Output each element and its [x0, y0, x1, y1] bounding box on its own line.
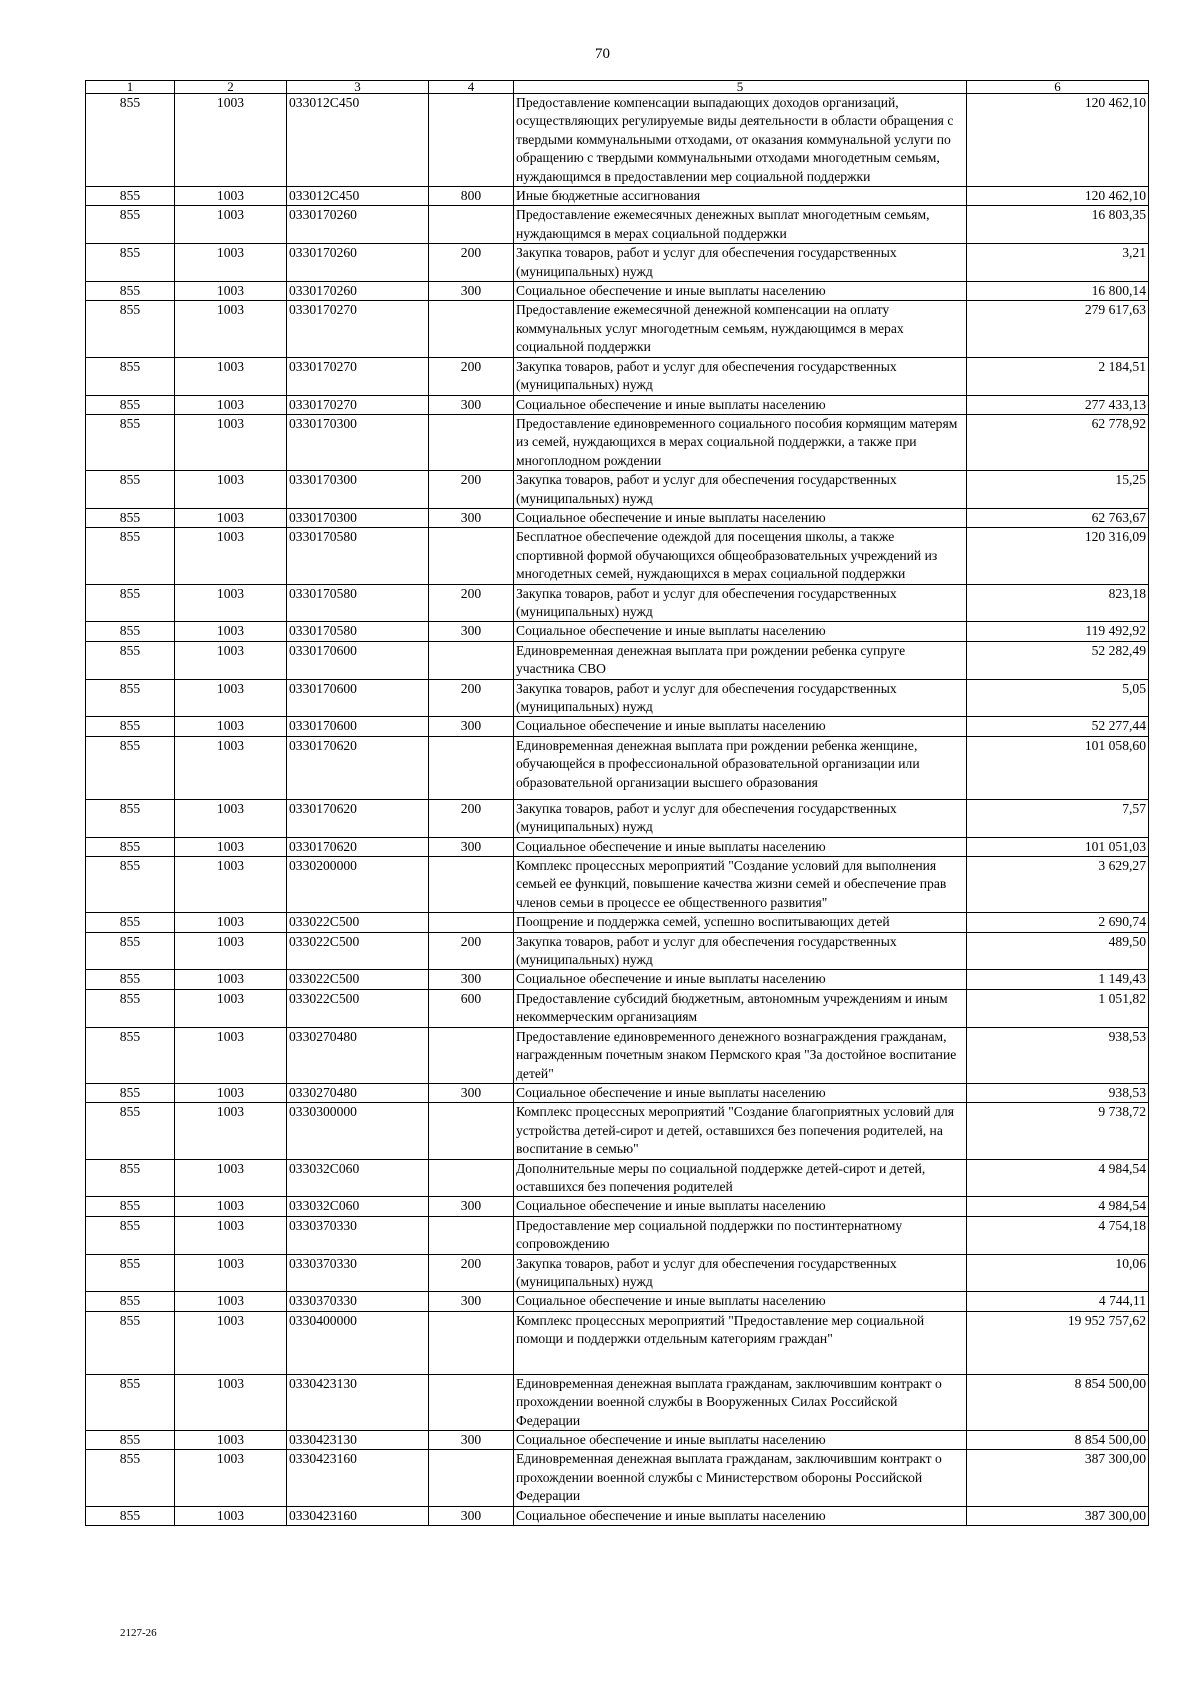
cell-target-code: 0330170620	[287, 736, 429, 799]
cell-amount: 52 282,49	[967, 641, 1149, 679]
cell-description: Закупка товаров, работ и услуг для обеспечения государственных (муниципальных) нужд	[514, 1254, 967, 1292]
cell-gov-code: 855	[86, 736, 175, 799]
column-header: 5	[514, 81, 967, 94]
cell-gov-code: 855	[86, 414, 175, 470]
table-row	[86, 282, 1149, 301]
cell-amount: 2 184,51	[967, 357, 1149, 395]
cell-amount: 10,06	[967, 1254, 1149, 1292]
cell-gov-code: 855	[86, 970, 175, 989]
table-row	[86, 1450, 1149, 1506]
cell-gov-code: 855	[86, 799, 175, 837]
cell-expense-type	[429, 528, 514, 584]
cell-section-code: 1003	[175, 799, 287, 837]
cell-target-code: 033022С500	[287, 932, 429, 970]
cell-expense-type: 300	[429, 1506, 514, 1525]
cell-target-code: 0330200000	[287, 857, 429, 913]
cell-target-code: 0330370330	[287, 1292, 429, 1311]
cell-expense-type: 300	[429, 837, 514, 856]
cell-section-code: 1003	[175, 244, 287, 282]
cell-section-code: 1003	[175, 1197, 287, 1216]
table-row	[86, 94, 1149, 187]
cell-expense-type	[429, 94, 514, 187]
cell-gov-code: 855	[86, 187, 175, 206]
cell-expense-type: 200	[429, 471, 514, 509]
cell-amount: 16 803,35	[967, 206, 1149, 244]
cell-gov-code: 855	[86, 717, 175, 736]
cell-description: Предоставление компенсации выпадающих доходов организаций, осуществляющих регулируемые виды деятельности в области обращения с твердыми коммунальными отходами, от оказания коммунальной услуги по обращению с твердыми коммунальными отходами многодетным семьям, нуждающимся в предоставлении мер социальной поддержки	[514, 94, 967, 187]
cell-section-code: 1003	[175, 187, 287, 206]
cell-gov-code: 855	[86, 508, 175, 527]
cell-description: Социальное обеспечение и иные выплаты населению	[514, 508, 967, 527]
cell-description: Единовременная денежная выплата гражданам, заключившим контракт о прохождении военной службы в Вооруженных Силах Российской Федерации	[514, 1374, 967, 1430]
cell-section-code: 1003	[175, 1159, 287, 1197]
cell-expense-type: 300	[429, 1431, 514, 1450]
cell-gov-code: 855	[86, 1506, 175, 1525]
cell-amount: 8 854 500,00	[967, 1431, 1149, 1450]
cell-target-code: 033022С500	[287, 989, 429, 1027]
cell-description: Бесплатное обеспечение одеждой для посещения школы, а также спортивной формой обучающихся общеобразовательных учреждений из многодетных семей, нуждающихся в мерах социальной поддержки	[514, 528, 967, 584]
cell-target-code: 033012С450	[287, 94, 429, 187]
cell-section-code: 1003	[175, 913, 287, 932]
cell-target-code: 0330423130	[287, 1374, 429, 1430]
cell-section-code: 1003	[175, 1311, 287, 1374]
table-row	[86, 395, 1149, 414]
cell-target-code: 0330170260	[287, 244, 429, 282]
table-row	[86, 508, 1149, 527]
cell-description: Социальное обеспечение и иные выплаты населению	[514, 1197, 967, 1216]
cell-target-code: 0330370330	[287, 1254, 429, 1292]
table-row	[86, 1292, 1149, 1311]
table-row	[86, 584, 1149, 622]
cell-expense-type: 200	[429, 357, 514, 395]
cell-amount: 119 492,92	[967, 622, 1149, 641]
cell-gov-code: 855	[86, 282, 175, 301]
cell-gov-code: 855	[86, 1311, 175, 1374]
cell-gov-code: 855	[86, 837, 175, 856]
table-row	[86, 1103, 1149, 1159]
cell-description: Предоставление единовременного социального пособия кормящим матерям из семей, нуждающихся в мерах социальной поддержки, а также при многоплодном рождении	[514, 414, 967, 470]
cell-expense-type	[429, 1450, 514, 1506]
cell-description: Закупка товаров, работ и услуг для обеспечения государственных (муниципальных) нужд	[514, 799, 967, 837]
page-number: 70	[595, 46, 610, 62]
cell-section-code: 1003	[175, 857, 287, 913]
cell-expense-type: 200	[429, 244, 514, 282]
cell-expense-type	[429, 206, 514, 244]
table-row	[86, 187, 1149, 206]
cell-gov-code: 855	[86, 357, 175, 395]
cell-expense-type: 200	[429, 584, 514, 622]
cell-amount: 277 433,13	[967, 395, 1149, 414]
column-header: 6	[967, 81, 1149, 94]
cell-amount: 120 316,09	[967, 528, 1149, 584]
cell-target-code: 0330300000	[287, 1103, 429, 1159]
table-row	[86, 736, 1149, 799]
cell-expense-type	[429, 1159, 514, 1197]
cell-description: Социальное обеспечение и иные выплаты населению	[514, 970, 967, 989]
cell-gov-code: 855	[86, 1450, 175, 1506]
table-row	[86, 1027, 1149, 1083]
cell-gov-code: 855	[86, 913, 175, 932]
cell-section-code: 1003	[175, 301, 287, 357]
cell-section-code: 1003	[175, 989, 287, 1027]
table-row	[86, 932, 1149, 970]
cell-expense-type	[429, 1216, 514, 1254]
cell-target-code: 033032С060	[287, 1197, 429, 1216]
cell-expense-type	[429, 1027, 514, 1083]
cell-target-code: 0330170270	[287, 301, 429, 357]
table-row	[86, 206, 1149, 244]
cell-target-code: 033022С500	[287, 970, 429, 989]
table-row	[86, 357, 1149, 395]
cell-amount: 387 300,00	[967, 1506, 1149, 1525]
cell-description: Комплекс процессных мероприятий "Создание условий для выполнения семьей ее функций, повышение качества жизни семей и обеспечение прав членов семьи в процессе ее общественного развития"	[514, 857, 967, 913]
table-row	[86, 301, 1149, 357]
cell-amount: 16 800,14	[967, 282, 1149, 301]
cell-description: Социальное обеспечение и иные выплаты населению	[514, 282, 967, 301]
cell-description: Закупка товаров, работ и услуг для обеспечения государственных (муниципальных) нужд	[514, 584, 967, 622]
cell-amount: 120 462,10	[967, 187, 1149, 206]
cell-section-code: 1003	[175, 1254, 287, 1292]
cell-expense-type	[429, 1311, 514, 1374]
table-row	[86, 857, 1149, 913]
cell-amount: 489,50	[967, 932, 1149, 970]
cell-description: Единовременная денежная выплата гражданам, заключившим контракт о прохождении военной службы с Министерством обороны Российской Федерации	[514, 1450, 967, 1506]
cell-description: Поощрение и поддержка семей, успешно воспитывающих детей	[514, 913, 967, 932]
cell-description: Социальное обеспечение и иные выплаты населению	[514, 395, 967, 414]
table-row	[86, 1197, 1149, 1216]
cell-amount: 7,57	[967, 799, 1149, 837]
cell-amount: 101 058,60	[967, 736, 1149, 799]
cell-target-code: 0330170600	[287, 679, 429, 717]
cell-target-code: 0330170580	[287, 528, 429, 584]
cell-section-code: 1003	[175, 1374, 287, 1430]
cell-section-code: 1003	[175, 837, 287, 856]
column-header: 3	[287, 81, 429, 94]
cell-gov-code: 855	[86, 932, 175, 970]
table-row	[86, 913, 1149, 932]
cell-description: Закупка товаров, работ и услуг для обеспечения государственных (муниципальных) нужд	[514, 679, 967, 717]
cell-gov-code: 855	[86, 622, 175, 641]
cell-target-code: 0330170580	[287, 622, 429, 641]
cell-amount: 823,18	[967, 584, 1149, 622]
cell-expense-type: 300	[429, 1292, 514, 1311]
cell-amount: 1 149,43	[967, 970, 1149, 989]
cell-description: Социальное обеспечение и иные выплаты населению	[514, 717, 967, 736]
cell-description: Социальное обеспечение и иные выплаты населению	[514, 837, 967, 856]
table-body	[86, 94, 1149, 1526]
cell-amount: 3,21	[967, 244, 1149, 282]
cell-gov-code: 855	[86, 94, 175, 187]
cell-expense-type: 300	[429, 1083, 514, 1102]
table-header	[86, 81, 1149, 94]
cell-description: Предоставление мер социальной поддержки по постинтернатному сопровождению	[514, 1216, 967, 1254]
cell-expense-type: 300	[429, 1197, 514, 1216]
table-row	[86, 1374, 1149, 1430]
cell-expense-type: 300	[429, 282, 514, 301]
column-header: 4	[429, 81, 514, 94]
cell-description: Предоставление субсидий бюджетным, автономным учреждениям и иным некоммерческим организациям	[514, 989, 967, 1027]
table-row	[86, 471, 1149, 509]
cell-section-code: 1003	[175, 970, 287, 989]
cell-amount: 4 754,18	[967, 1216, 1149, 1254]
table-row	[86, 1083, 1149, 1102]
table-row	[86, 622, 1149, 641]
cell-target-code: 0330170260	[287, 206, 429, 244]
document-code: 2127-26	[120, 1627, 157, 1639]
cell-section-code: 1003	[175, 282, 287, 301]
cell-amount: 62 778,92	[967, 414, 1149, 470]
cell-section-code: 1003	[175, 528, 287, 584]
cell-description: Единовременная денежная выплата при рождении ребенка женщине, обучающейся в профессиональной образовательной организации или образовательной организации высшего образования	[514, 736, 967, 799]
cell-section-code: 1003	[175, 584, 287, 622]
cell-target-code: 0330170260	[287, 282, 429, 301]
cell-section-code: 1003	[175, 717, 287, 736]
table-row	[86, 1216, 1149, 1254]
cell-target-code: 0330170580	[287, 584, 429, 622]
cell-gov-code: 855	[86, 1374, 175, 1430]
cell-section-code: 1003	[175, 1292, 287, 1311]
cell-section-code: 1003	[175, 471, 287, 509]
cell-gov-code: 855	[86, 395, 175, 414]
cell-target-code: 0330170600	[287, 717, 429, 736]
cell-target-code: 0330400000	[287, 1311, 429, 1374]
table-row	[86, 1159, 1149, 1197]
cell-gov-code: 855	[86, 1292, 175, 1311]
cell-section-code: 1003	[175, 414, 287, 470]
table-row	[86, 414, 1149, 470]
table-row	[86, 799, 1149, 837]
cell-description: Единовременная денежная выплата при рождении ребенка супруге участника СВО	[514, 641, 967, 679]
cell-description: Дополнительные меры по социальной поддержке детей-сирот и детей, оставшихся без попечения родителей	[514, 1159, 967, 1197]
table-row	[86, 970, 1149, 989]
table-row	[86, 1311, 1149, 1374]
cell-section-code: 1003	[175, 736, 287, 799]
cell-target-code: 0330170600	[287, 641, 429, 679]
cell-section-code: 1003	[175, 1506, 287, 1525]
cell-expense-type: 200	[429, 1254, 514, 1292]
cell-amount: 19 952 757,62	[967, 1311, 1149, 1374]
cell-expense-type: 300	[429, 395, 514, 414]
cell-description: Закупка товаров, работ и услуг для обеспечения государственных (муниципальных) нужд	[514, 357, 967, 395]
cell-amount: 52 277,44	[967, 717, 1149, 736]
cell-target-code: 0330423160	[287, 1506, 429, 1525]
cell-expense-type: 300	[429, 508, 514, 527]
cell-expense-type	[429, 641, 514, 679]
cell-description: Предоставление ежемесячной денежной компенсации на оплату коммунальных услуг многодетным семьям, нуждающимся в мерах социальной поддержки	[514, 301, 967, 357]
column-header: 2	[175, 81, 287, 94]
table-row	[86, 1254, 1149, 1292]
cell-description: Иные бюджетные ассигнования	[514, 187, 967, 206]
cell-expense-type: 300	[429, 970, 514, 989]
cell-gov-code: 855	[86, 989, 175, 1027]
table-row	[86, 1506, 1149, 1525]
cell-amount: 4 984,54	[967, 1159, 1149, 1197]
cell-target-code: 0330170300	[287, 471, 429, 509]
cell-gov-code: 855	[86, 1027, 175, 1083]
cell-section-code: 1003	[175, 357, 287, 395]
cell-amount: 4 744,11	[967, 1292, 1149, 1311]
cell-expense-type: 600	[429, 989, 514, 1027]
cell-amount: 4 984,54	[967, 1197, 1149, 1216]
cell-target-code: 0330270480	[287, 1083, 429, 1102]
cell-amount: 2 690,74	[967, 913, 1149, 932]
cell-amount: 62 763,67	[967, 508, 1149, 527]
cell-gov-code: 855	[86, 1216, 175, 1254]
cell-amount: 387 300,00	[967, 1450, 1149, 1506]
cell-expense-type	[429, 857, 514, 913]
cell-expense-type: 200	[429, 679, 514, 717]
cell-target-code: 033012С450	[287, 187, 429, 206]
cell-amount: 8 854 500,00	[967, 1374, 1149, 1430]
table-row	[86, 679, 1149, 717]
cell-gov-code: 855	[86, 857, 175, 913]
cell-amount: 938,53	[967, 1083, 1149, 1102]
cell-expense-type: 200	[429, 799, 514, 837]
cell-gov-code: 855	[86, 206, 175, 244]
cell-amount: 938,53	[967, 1027, 1149, 1083]
cell-amount: 120 462,10	[967, 94, 1149, 187]
cell-gov-code: 855	[86, 1159, 175, 1197]
cell-expense-type	[429, 736, 514, 799]
cell-amount: 101 051,03	[967, 837, 1149, 856]
table-row	[86, 989, 1149, 1027]
cell-gov-code: 855	[86, 679, 175, 717]
table-row	[86, 528, 1149, 584]
cell-gov-code: 855	[86, 1083, 175, 1102]
table-row	[86, 837, 1149, 856]
table-row	[86, 641, 1149, 679]
cell-section-code: 1003	[175, 1083, 287, 1102]
cell-amount: 3 629,27	[967, 857, 1149, 913]
budget-table	[85, 80, 1149, 1526]
cell-description: Закупка товаров, работ и услуг для обеспечения государственных (муниципальных) нужд	[514, 932, 967, 970]
cell-description: Предоставление ежемесячных денежных выплат многодетным семьям, нуждающимся в мерах социальной поддержки	[514, 206, 967, 244]
cell-target-code: 0330170270	[287, 357, 429, 395]
cell-target-code: 0330170300	[287, 414, 429, 470]
cell-section-code: 1003	[175, 679, 287, 717]
cell-target-code: 033022С500	[287, 913, 429, 932]
cell-target-code: 0330370330	[287, 1216, 429, 1254]
cell-description: Социальное обеспечение и иные выплаты населению	[514, 1292, 967, 1311]
cell-expense-type	[429, 301, 514, 357]
cell-target-code: 0330423160	[287, 1450, 429, 1506]
cell-description: Социальное обеспечение и иные выплаты населению	[514, 1506, 967, 1525]
cell-gov-code: 855	[86, 1197, 175, 1216]
header-row	[86, 81, 1149, 94]
cell-description: Социальное обеспечение и иные выплаты населению	[514, 1083, 967, 1102]
cell-target-code: 033032С060	[287, 1159, 429, 1197]
cell-section-code: 1003	[175, 1027, 287, 1083]
cell-amount: 279 617,63	[967, 301, 1149, 357]
cell-section-code: 1003	[175, 1103, 287, 1159]
cell-section-code: 1003	[175, 94, 287, 187]
cell-gov-code: 855	[86, 301, 175, 357]
cell-amount: 9 738,72	[967, 1103, 1149, 1159]
column-header: 1	[86, 81, 175, 94]
cell-section-code: 1003	[175, 1216, 287, 1254]
cell-target-code: 0330170620	[287, 799, 429, 837]
cell-section-code: 1003	[175, 206, 287, 244]
cell-description: Комплекс процессных мероприятий "Предоставление мер социальной помощи и поддержки отдельным категориям граждан"	[514, 1311, 967, 1374]
cell-description: Закупка товаров, работ и услуг для обеспечения государственных (муниципальных) нужд	[514, 471, 967, 509]
cell-expense-type	[429, 1103, 514, 1159]
cell-expense-type	[429, 1374, 514, 1430]
cell-section-code: 1003	[175, 1431, 287, 1450]
cell-gov-code: 855	[86, 471, 175, 509]
cell-gov-code: 855	[86, 1431, 175, 1450]
cell-gov-code: 855	[86, 1254, 175, 1292]
cell-gov-code: 855	[86, 528, 175, 584]
cell-description: Комплекс процессных мероприятий "Создание благоприятных условий для устройства детей-сирот и детей, оставшихся без попечения родителей, на воспитание в семью"	[514, 1103, 967, 1159]
cell-description: Социальное обеспечение и иные выплаты населению	[514, 622, 967, 641]
cell-expense-type: 300	[429, 622, 514, 641]
cell-target-code: 0330423130	[287, 1431, 429, 1450]
cell-expense-type: 800	[429, 187, 514, 206]
cell-target-code: 0330170620	[287, 837, 429, 856]
cell-gov-code: 855	[86, 584, 175, 622]
cell-target-code: 0330170270	[287, 395, 429, 414]
cell-expense-type	[429, 913, 514, 932]
cell-amount: 1 051,82	[967, 989, 1149, 1027]
cell-gov-code: 855	[86, 1103, 175, 1159]
cell-section-code: 1003	[175, 932, 287, 970]
cell-description: Закупка товаров, работ и услуг для обеспечения государственных (муниципальных) нужд	[514, 244, 967, 282]
cell-amount: 15,25	[967, 471, 1149, 509]
cell-gov-code: 855	[86, 641, 175, 679]
cell-section-code: 1003	[175, 1450, 287, 1506]
cell-description: Предоставление единовременного денежного вознаграждения гражданам, награжденным почетным знаком Пермского края "За достойное воспитание детей"	[514, 1027, 967, 1083]
cell-section-code: 1003	[175, 395, 287, 414]
cell-section-code: 1003	[175, 641, 287, 679]
cell-amount: 5,05	[967, 679, 1149, 717]
cell-expense-type: 300	[429, 717, 514, 736]
cell-target-code: 0330270480	[287, 1027, 429, 1083]
table-row	[86, 1431, 1149, 1450]
cell-expense-type: 200	[429, 932, 514, 970]
table-row	[86, 717, 1149, 736]
cell-expense-type	[429, 414, 514, 470]
cell-section-code: 1003	[175, 622, 287, 641]
cell-target-code: 0330170300	[287, 508, 429, 527]
cell-section-code: 1003	[175, 508, 287, 527]
table-row	[86, 244, 1149, 282]
cell-gov-code: 855	[86, 244, 175, 282]
cell-description: Социальное обеспечение и иные выплаты населению	[514, 1431, 967, 1450]
